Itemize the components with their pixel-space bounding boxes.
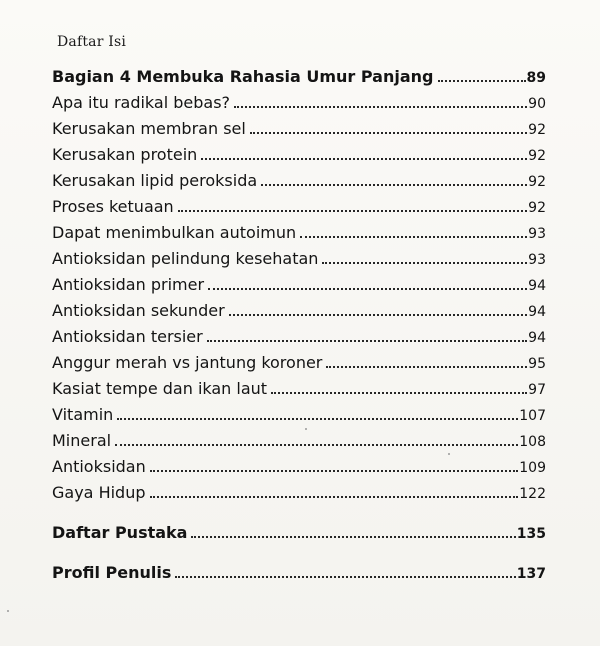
dot-leader — [117, 418, 518, 420]
toc-entry-title: Dapat menimbulkan autoimun — [52, 223, 297, 242]
dot-leader — [207, 340, 527, 342]
toc-entry-page: 92 — [528, 200, 546, 216]
toc-entry-page: 92 — [528, 174, 546, 190]
toc-entry-page: 90 — [528, 96, 546, 112]
toc-entry-membran-sel[interactable] — [52, 112, 546, 138]
toc-entry-title: Antioksidan primer — [52, 275, 205, 294]
toc-entry-antioksidan-sekunder[interactable] — [52, 294, 546, 320]
toc-entry-antioksidan-primer[interactable] — [52, 268, 546, 294]
toc-entry-title: Daftar Pustaka — [52, 523, 188, 542]
dot-leader — [150, 470, 519, 472]
toc-entry-protein[interactable] — [52, 138, 546, 164]
toc-entry-tempe-ikan-laut[interactable] — [52, 372, 546, 398]
dot-leader — [208, 288, 527, 290]
toc-entry-page: 107 — [519, 408, 546, 424]
paper-speck — [7, 610, 9, 612]
toc-entry-profil-penulis[interactable] — [52, 556, 546, 582]
toc-entry-antioksidan-tersier[interactable] — [52, 320, 546, 346]
toc-entry-page: 137 — [516, 566, 546, 582]
toc-entry-page: 93 — [528, 252, 546, 268]
toc-entry-page: 135 — [516, 526, 546, 542]
dot-leader — [191, 536, 515, 538]
dot-leader — [115, 444, 518, 446]
toc-entry-anggur-merah[interactable] — [52, 346, 546, 372]
toc-entry-title: Kerusakan lipid peroksida — [52, 171, 258, 190]
toc-entry-title: Vitamin — [52, 405, 114, 424]
toc-entry-page: 94 — [528, 278, 546, 294]
toc-entry-gaya-hidup[interactable] — [52, 476, 546, 502]
toc-entry-page: 108 — [519, 434, 546, 450]
page-header: Daftar Isi — [57, 34, 127, 50]
toc-entry-page: 93 — [528, 226, 546, 242]
toc-entry-title: Kerusakan protein — [52, 145, 198, 164]
toc-entry-title: Gaya Hidup — [52, 483, 146, 502]
toc-entry-page: 109 — [519, 460, 546, 476]
dot-leader — [175, 576, 515, 578]
toc-entry-proses-ketuaan[interactable] — [52, 190, 546, 216]
toc-entry-page: 94 — [528, 304, 546, 320]
toc-entry-title: Antioksidan — [52, 457, 146, 476]
toc-entry-title: Profil Penulis — [52, 563, 172, 582]
dot-leader — [201, 158, 527, 160]
toc-entry-title: Apa itu radikal bebas? — [52, 93, 231, 112]
toc-entry-page: 97 — [528, 382, 546, 398]
toc-entry-mineral[interactable] — [52, 424, 546, 450]
toc-entry-title: Bagian 4 Membuka Rahasia Umur Panjang — [52, 67, 434, 86]
toc-entry-autoimun[interactable] — [52, 216, 546, 242]
toc-entry-title: Antioksidan pelindung kesehatan — [52, 249, 319, 268]
dot-leader — [322, 262, 527, 264]
toc-entry-page: 94 — [528, 330, 546, 346]
toc-entry-vitamin[interactable] — [52, 398, 546, 424]
dot-leader — [261, 184, 527, 186]
toc-entry-title: Kasiat tempe dan ikan laut — [52, 379, 268, 398]
toc-entry-bagian-4[interactable] — [52, 60, 546, 86]
dot-leader — [234, 106, 527, 108]
toc-entry-radikal-bebas[interactable] — [52, 86, 546, 112]
dot-leader — [326, 366, 527, 368]
toc-entry-title: Kerusakan membran sel — [52, 119, 246, 138]
toc-entry-page: 89 — [526, 70, 546, 86]
paper-speck — [305, 428, 307, 430]
paper-speck — [448, 453, 450, 455]
toc-entry-antioksidan[interactable] — [52, 450, 546, 476]
dot-leader — [178, 210, 527, 212]
toc-entry-page: 92 — [528, 148, 546, 164]
toc-entry-page: 122 — [519, 486, 546, 502]
toc-entry-title: Mineral — [52, 431, 112, 450]
toc-entry-page: 95 — [528, 356, 546, 372]
dot-leader — [250, 132, 527, 134]
dot-leader — [300, 236, 527, 238]
toc-entry-title: Antioksidan sekunder — [52, 301, 225, 320]
dot-leader — [438, 80, 526, 82]
toc-entry-page: 92 — [528, 122, 546, 138]
toc-entry-title: Anggur merah vs jantung koroner — [52, 353, 323, 372]
toc-entry-title: Proses ketuaan — [52, 197, 174, 216]
dot-leader — [229, 314, 528, 316]
dot-leader — [150, 496, 519, 498]
toc-entry-lipid-peroksida[interactable] — [52, 164, 546, 190]
toc-entry-pelindung-kesehatan[interactable] — [52, 242, 546, 268]
dot-leader — [271, 392, 527, 394]
toc-entry-title: Antioksidan tersier — [52, 327, 203, 346]
toc-entry-daftar-pustaka[interactable] — [52, 516, 546, 542]
